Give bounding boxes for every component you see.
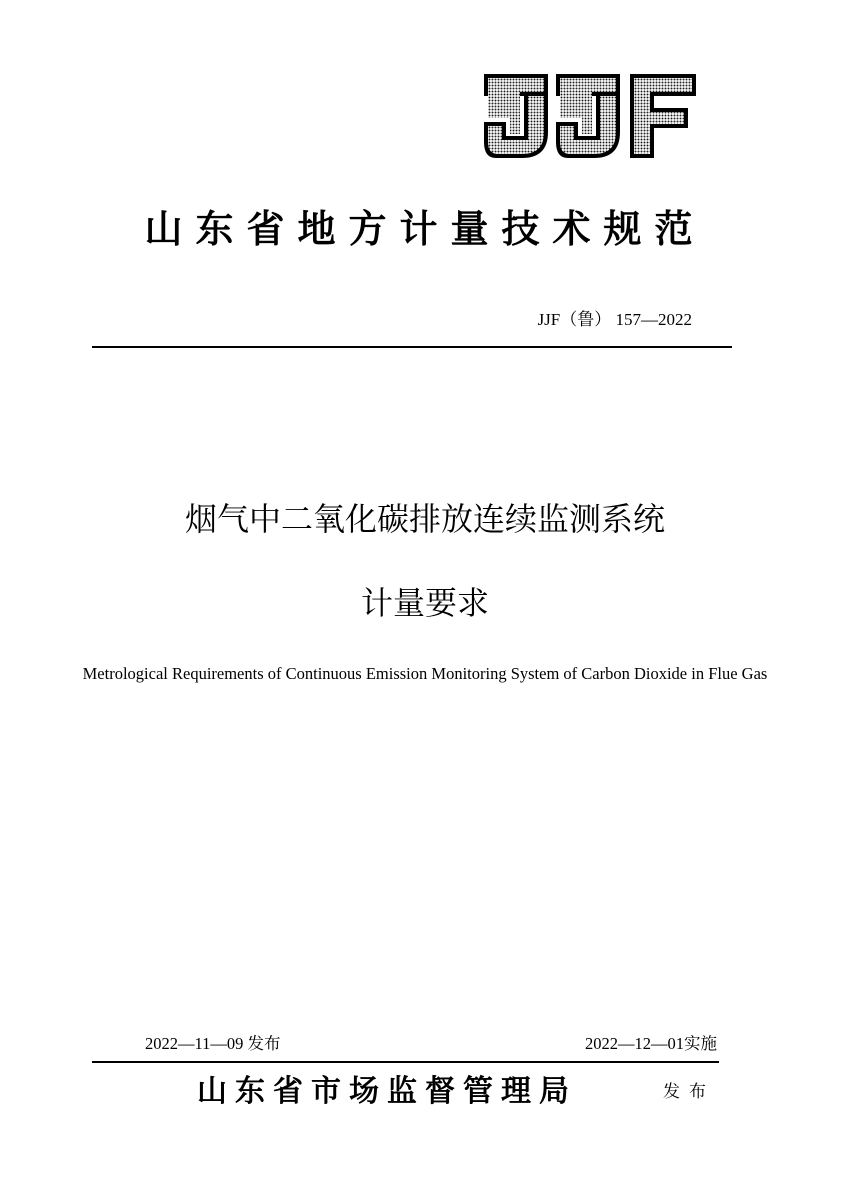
top-divider: [92, 346, 732, 348]
logo-letter-f: [630, 74, 696, 158]
document-title-line1: 烟气中二氧化碳排放连续监测系统: [184, 500, 665, 538]
implement-info: [585, 1030, 717, 1054]
document-title-line2: 计量要求: [360, 584, 489, 622]
issue-info: [145, 1030, 281, 1054]
bottom-divider: [92, 1061, 719, 1063]
issue-date: 2022—11—09: [145, 1034, 244, 1053]
implement-date: 2022—12—01: [585, 1034, 684, 1053]
series-title: 山东省地方计量技术规范: [144, 206, 706, 251]
logo-letter-j2: [556, 74, 620, 158]
issue-label: 发布: [247, 1034, 281, 1053]
publisher: 山东省市场监督管理局: [197, 1074, 577, 1109]
publish-word: 发布: [663, 1082, 715, 1102]
english-title: Metrological Requirements of Continuous Emission Monitoring System of Carbon Dioxide in Flue Gas: [82, 664, 768, 683]
jjf-logo: [482, 72, 697, 160]
logo-letter-j1: [484, 74, 548, 158]
implement-label: 实施: [684, 1034, 717, 1053]
standard-code: JJF（鲁） 157—2022: [537, 310, 692, 329]
